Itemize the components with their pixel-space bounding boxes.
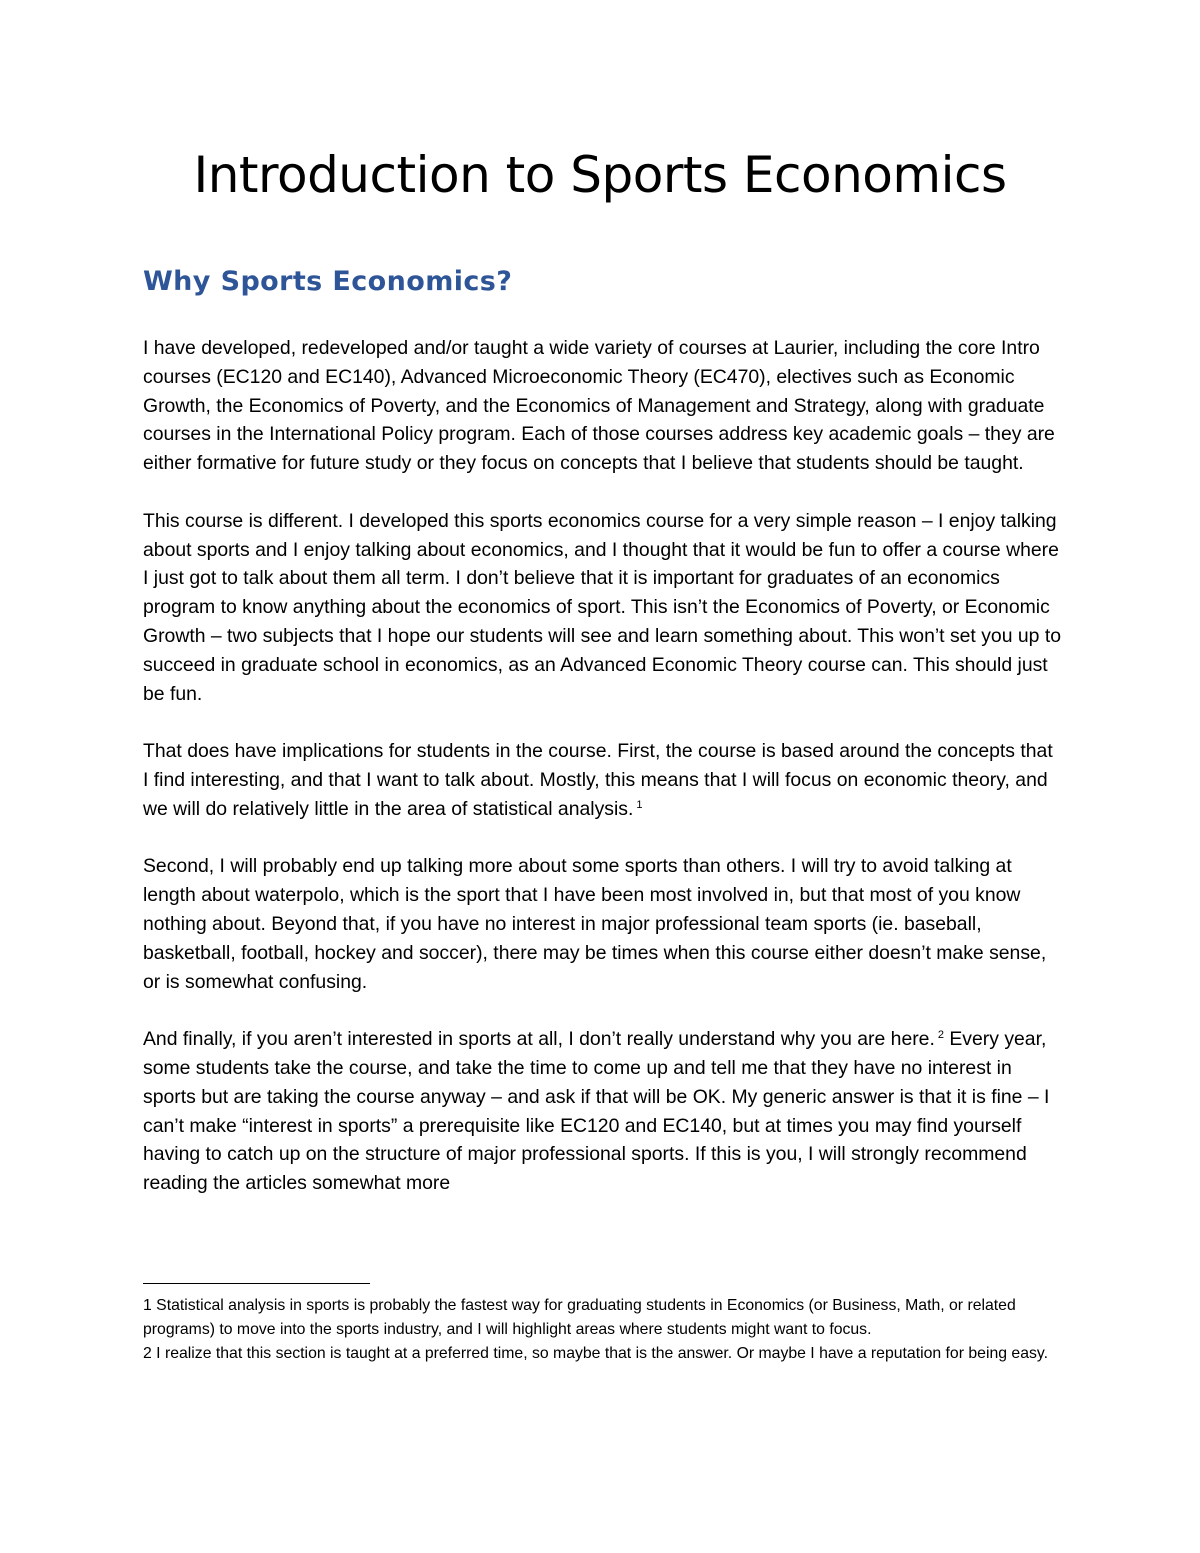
paragraph: I have developed, redeveloped and/or taught a wide variety of courses at Laurier, including the core Intro courses (EC120 and EC140), Advanced Microeconomic Theory (EC470), electives such as Economic Growth, the Economics of Poverty, and the Economics of Management and Strategy, along with graduate courses in the International Policy program. Each of those courses address key academic goals – they are either formative for future study or they focus on concepts that I believe that students should be taught. xyxy=(143,337,1055,475)
footnote: 2 I realize that this section is taught at a preferred time, so maybe that is the answer. Or maybe I have a reputation for being easy. xyxy=(143,1345,1048,1362)
footnote: 1 Statistical analysis in sports is probably the fastest way for graduating students in Economics (or Business, Math, or related programs) to move into the sports industry, and I will highlight areas where students might want to focus. xyxy=(143,1297,1016,1338)
section-heading: Why Sports Economics? xyxy=(143,266,513,297)
document-body xyxy=(143,334,1063,1198)
document-title: Introduction to Sports Economics xyxy=(193,146,1007,204)
paragraph-with-footnote xyxy=(143,1025,1063,1198)
footnote-reference[interactable]: 2 xyxy=(937,1029,944,1042)
paragraph-text: That does have implications for students in the course. First, the course is based around the concepts that I find interesting, and that I want to talk about. Mostly, this means that I will focus on economic theory, and we will do relatively little in the area of statistical analysis. xyxy=(143,740,1053,820)
paragraph-with-footnote xyxy=(143,737,1063,823)
paragraph-text: Every year, some students take the course, and take the time to come up and tell me that they have no interest in sports but are taking the course anyway – and ask if that will be OK. My generic answer is that it is fine – I can’t make “interest in sports” a prerequisite like EC120 and EC140, but at times you may find yourself having to catch up on the structure of major professional sports. If this is you, I will strongly recommend reading the articles somewhat more xyxy=(143,1028,1050,1195)
footnote-separator xyxy=(143,1283,370,1284)
paragraph-text: And finally, if you aren’t interested in sports at all, I don’t really understand why you are here. xyxy=(143,1028,935,1051)
paragraph: This course is different. I developed this sports economics course for a very simple reason – I enjoy talking about sports and I enjoy talking about economics, and I thought that it would be fun to offer a course where I just got to talk about them all term. I don’t believe that it is important for graduates of an economics program to know anything about the economics of sport. This isn’t the Economics of Poverty, or Economic Growth – two subjects that I hope our students will see and learn something about. This won’t set you up to succeed in graduate school in economics, as an Advanced Economic Theory course can. This should just be fun. xyxy=(143,509,1061,705)
footnote-reference[interactable]: 1 xyxy=(636,798,643,811)
paragraph: Second, I will probably end up talking more about some sports than others. I will try to avoid talking at length about waterpolo, which is the sport that I have been most involved in, but that most of you know nothing about. Beyond that, if you have no interest in major professional team sports (ie. baseball, basketball, football, hockey and soccer), there may be times when this course either doesn’t make sense, or is somewhat confusing. xyxy=(143,855,1047,993)
footnotes xyxy=(143,1294,1063,1366)
